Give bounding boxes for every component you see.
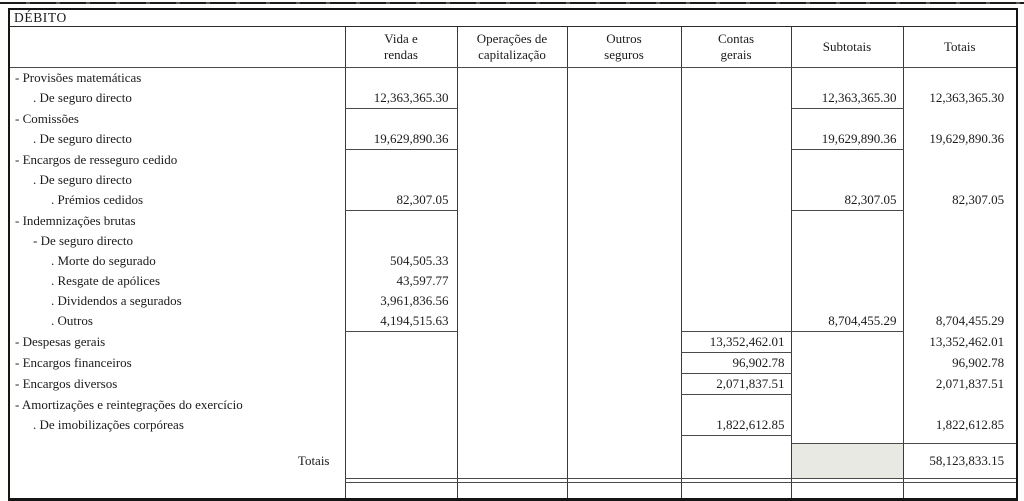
cell-subtotais: 8,704,455.29 bbox=[791, 311, 903, 332]
table-row bbox=[10, 271, 1016, 291]
column-header-contas-gerais: Contas gerais bbox=[681, 27, 791, 68]
row-label: . Resgate de apólices bbox=[51, 273, 161, 288]
row-label: - Encargos de resseguro cedido bbox=[15, 151, 178, 167]
cell-vida: 43,597.77 bbox=[345, 271, 457, 291]
row-label: . De seguro directo bbox=[33, 131, 132, 147]
cell-totais: 8,704,455.29 bbox=[903, 311, 1016, 332]
table-row bbox=[10, 311, 1016, 332]
title-row bbox=[10, 10, 1016, 27]
cell-contas-gerais: 13,352,462.01 bbox=[681, 332, 791, 353]
cell-totais: 19,629,890.36 bbox=[903, 129, 1016, 150]
table-row bbox=[10, 353, 1016, 374]
column-header-vida-e-rendas: Vida e rendas bbox=[345, 27, 457, 68]
totals-label: Totais bbox=[297, 452, 330, 468]
cell-contas-gerais: 96,902.78 bbox=[681, 353, 791, 374]
cell-totais: 1,822,612.85 bbox=[903, 415, 1016, 436]
table-row bbox=[10, 170, 1016, 190]
row-label: . Dividendos a segurados bbox=[51, 293, 182, 308]
debit-statement-sheet bbox=[8, 8, 1018, 501]
cell-totais: 96,902.78 bbox=[903, 353, 1016, 374]
table-row bbox=[10, 211, 1016, 232]
row-label: . Outros bbox=[51, 313, 93, 329]
cell-totais: 82,307.05 bbox=[903, 190, 1016, 211]
row-label: . Morte do segurado bbox=[51, 253, 156, 268]
row-label: - Comissões bbox=[15, 110, 79, 126]
table-row bbox=[10, 374, 1016, 395]
table-row bbox=[10, 415, 1016, 436]
row-label: - Provisões matemáticas bbox=[15, 70, 142, 85]
row-label: . De seguro directo bbox=[33, 172, 132, 187]
table-row bbox=[10, 68, 1016, 89]
cell-subtotais: 82,307.05 bbox=[791, 190, 903, 211]
row-label: . De seguro directo bbox=[33, 90, 132, 106]
label-column-header bbox=[10, 27, 345, 68]
column-header-row bbox=[10, 27, 1016, 68]
table-row bbox=[10, 251, 1016, 271]
row-label: - Encargos diversos bbox=[15, 376, 118, 391]
row-label: - Amortizações e reintegrações do exercício bbox=[15, 396, 243, 412]
spacer-row bbox=[10, 436, 1016, 444]
table-row bbox=[10, 109, 1016, 130]
cell-vida: 19,629,890.36 bbox=[345, 129, 457, 150]
column-header-outros-seguros: Outros seguros bbox=[567, 27, 681, 68]
column-header-totais: Totais bbox=[903, 27, 1016, 68]
table-row bbox=[10, 231, 1016, 251]
subtotals-shaded-cell bbox=[791, 443, 903, 478]
table-row bbox=[10, 88, 1016, 109]
cell-contas-gerais: 2,071,837.51 bbox=[681, 374, 791, 395]
table-row bbox=[10, 291, 1016, 311]
table-row bbox=[10, 150, 1016, 171]
row-label: - Indemnizações brutas bbox=[15, 212, 136, 228]
table-row bbox=[10, 395, 1016, 416]
row-label: - De seguro directo bbox=[33, 233, 133, 248]
grand-total-value: 58,123,833.15 bbox=[903, 443, 1016, 478]
cell-subtotais: 19,629,890.36 bbox=[791, 129, 903, 150]
column-header-subtotais: Subtotais bbox=[791, 27, 903, 68]
cell-vida: 12,363,365.30 bbox=[345, 88, 457, 109]
cell-vida: 82,307.05 bbox=[345, 190, 457, 211]
page-title: DÉBITO bbox=[10, 10, 1016, 27]
table-row bbox=[10, 332, 1016, 353]
cell-contas-gerais: 1,822,612.85 bbox=[681, 415, 791, 436]
row-label: - Encargos financeiros bbox=[15, 355, 132, 370]
cell-vida: 3,961,836.56 bbox=[345, 291, 457, 311]
table-row bbox=[10, 129, 1016, 150]
table-row bbox=[10, 190, 1016, 211]
cell-totais: 2,071,837.51 bbox=[903, 374, 1016, 395]
cell-vida: 504,505.33 bbox=[345, 251, 457, 271]
column-header-operacoes-capitalizacao: Operações de capitalização bbox=[457, 27, 567, 68]
cell-totais: 12,363,365.30 bbox=[903, 88, 1016, 109]
debit-table bbox=[10, 10, 1016, 498]
row-label: . Prémios cedidos bbox=[51, 192, 144, 208]
cell-subtotais: 12,363,365.30 bbox=[791, 88, 903, 109]
row-label: . De imobilizações corpóreas bbox=[33, 417, 184, 433]
totals-row bbox=[10, 443, 1016, 478]
cell-vida: 4,194,515.63 bbox=[345, 311, 457, 332]
row-label: - Despesas gerais bbox=[15, 334, 106, 349]
scan-edge-line bbox=[0, 2, 1024, 4]
cell-totais: 13,352,462.01 bbox=[903, 332, 1016, 353]
bottom-band-row bbox=[10, 482, 1016, 498]
